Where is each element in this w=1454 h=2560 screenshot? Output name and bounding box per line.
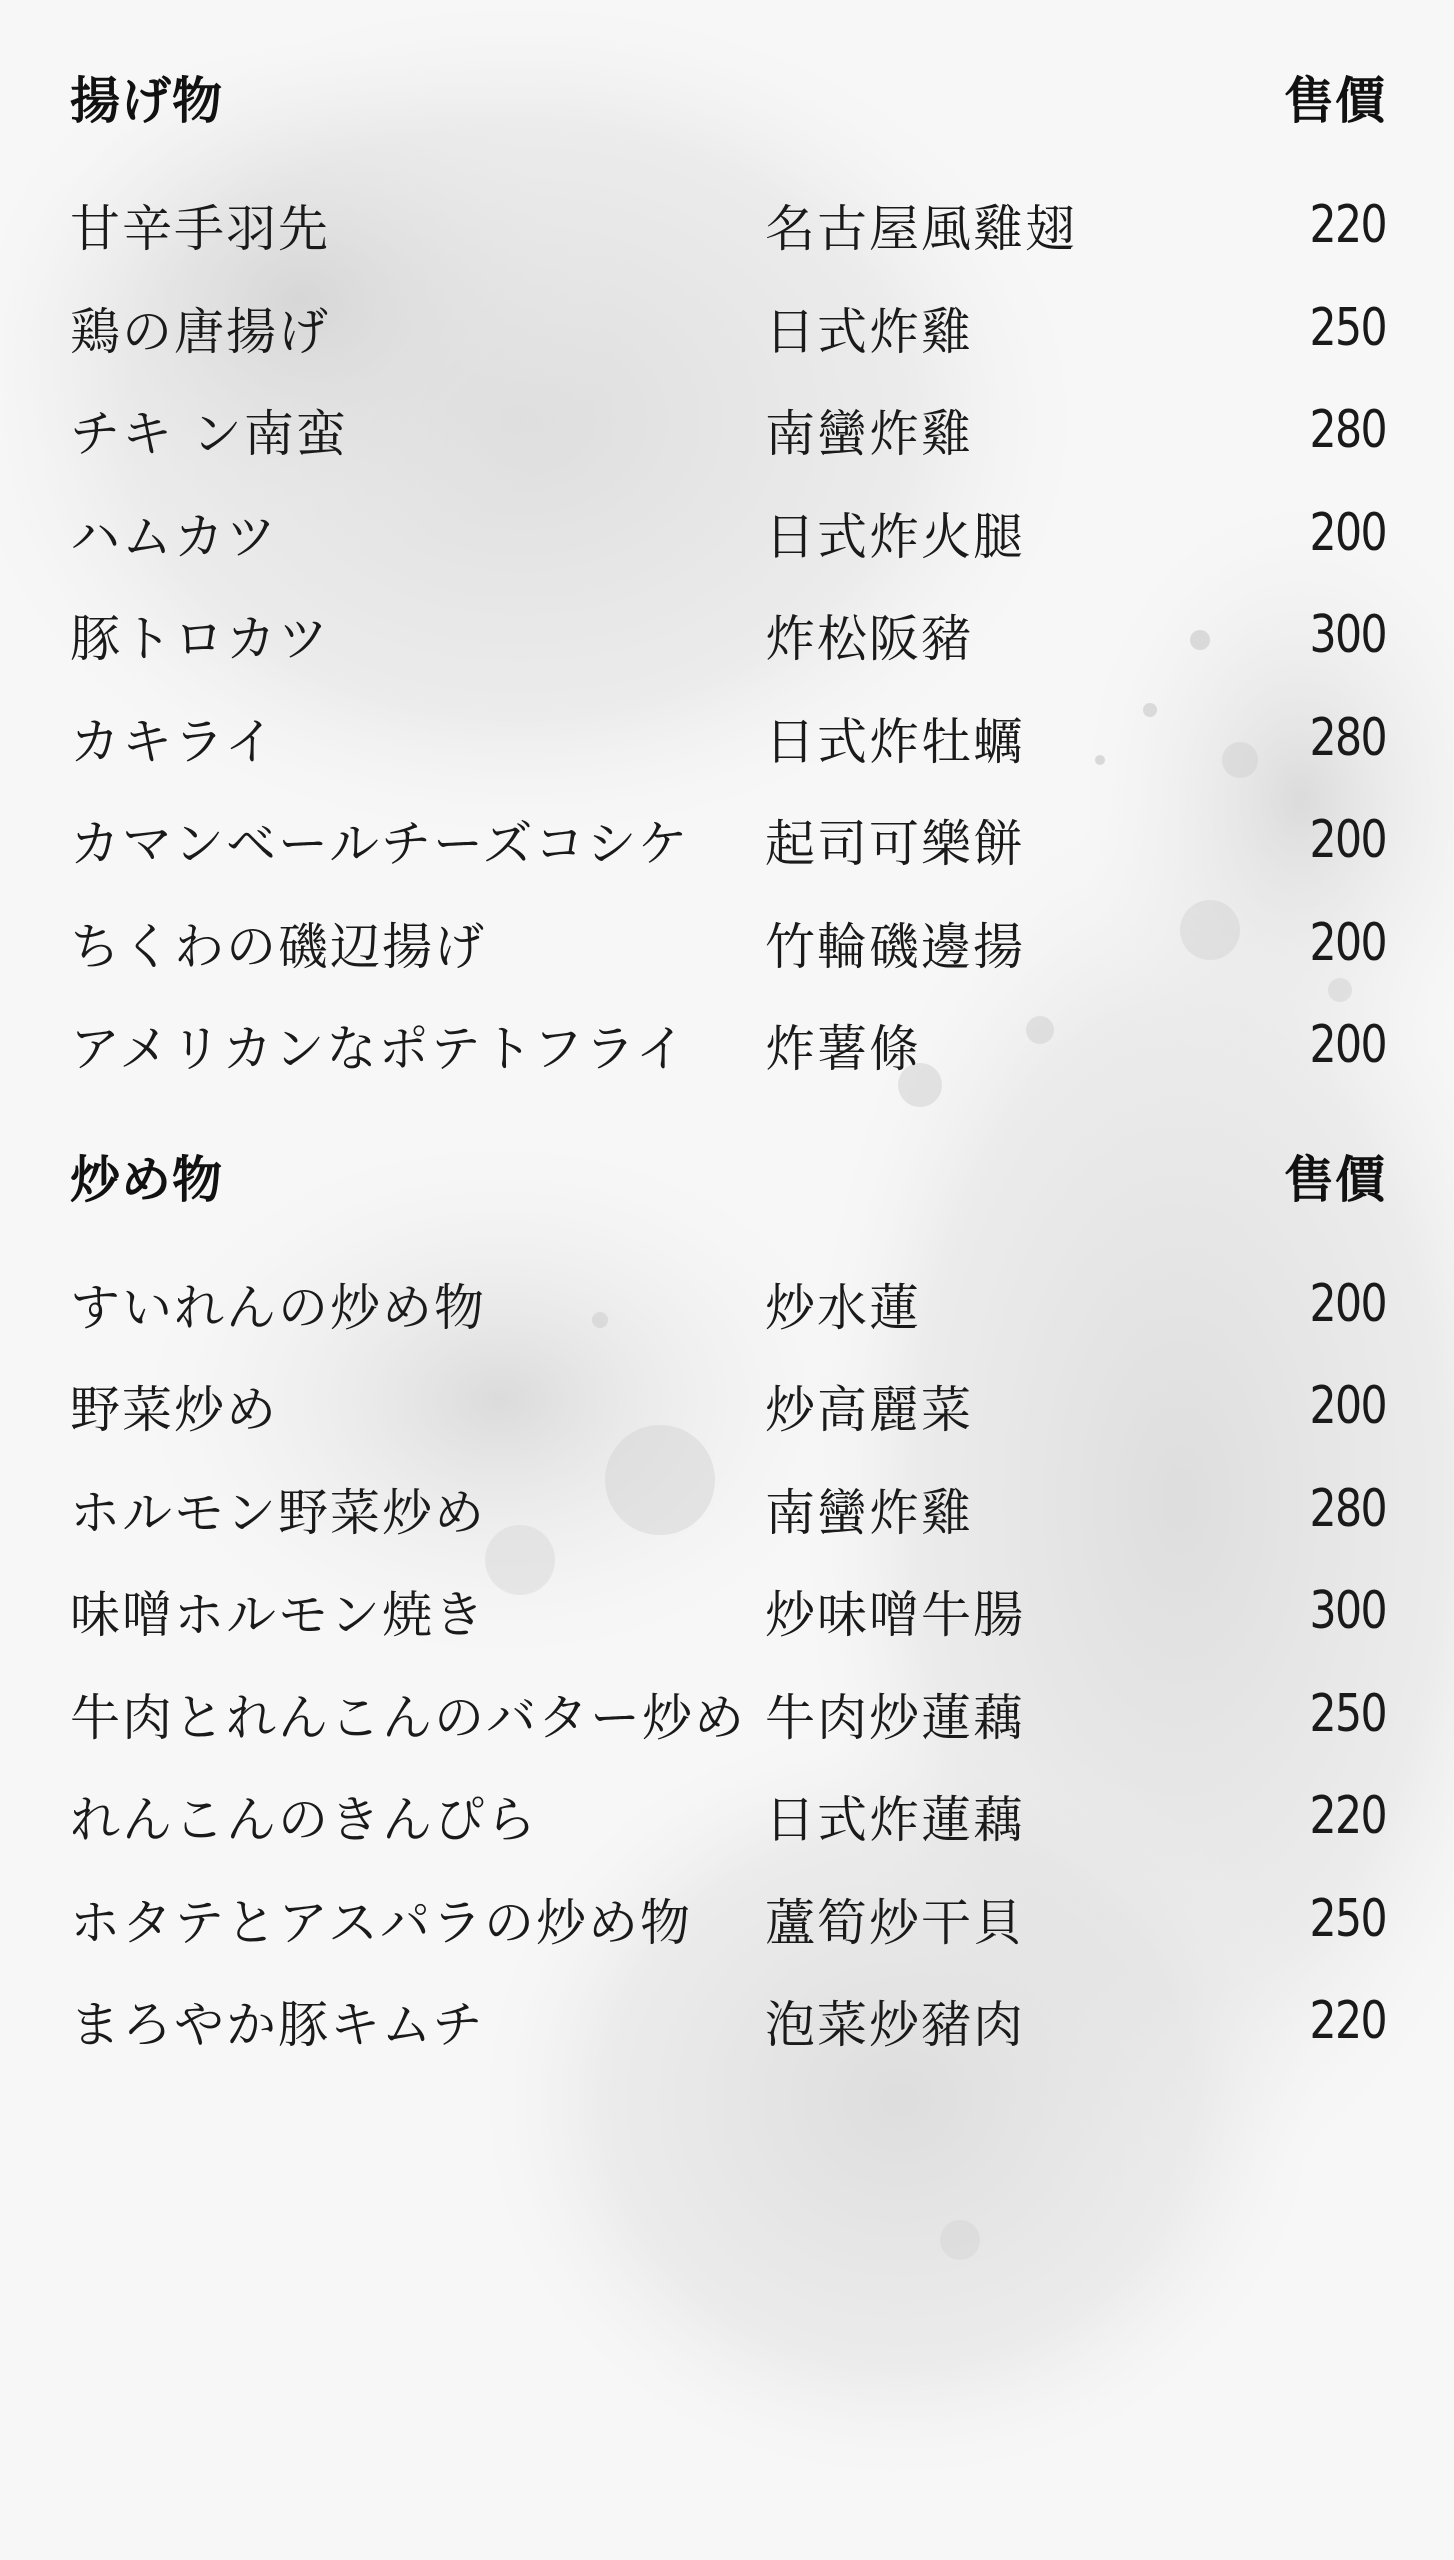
menu-item xyxy=(70,584,1386,687)
item-name-cn: 蘆筍炒干貝 xyxy=(765,1893,1025,1952)
item-name-jp: ちくわの磯辺揚げ xyxy=(70,917,486,976)
item-price: 200 xyxy=(1309,1273,1386,1334)
menu-item xyxy=(70,1970,1386,2073)
item-name-cn: 日式炸火腿 xyxy=(765,507,1025,566)
item-name-cn: 日式炸牡蠣 xyxy=(765,712,1025,771)
item-price: 280 xyxy=(1309,400,1386,461)
item-name-jp: アメリカンなポテトフライ xyxy=(70,1020,688,1079)
item-name-jp: 甘辛手羽先 xyxy=(70,200,330,259)
item-name-cn: 起司可樂餅 xyxy=(765,815,1025,874)
price-label: 售價 xyxy=(1284,1150,1386,1209)
item-price: 200 xyxy=(1309,502,1386,563)
section-title: 炒め物 xyxy=(70,1150,223,1209)
item-name-cn: 名古屋風雞翅 xyxy=(765,200,1077,259)
item-name-jp: カキライ xyxy=(70,712,277,771)
menu-item xyxy=(70,277,1386,380)
item-name-jp: チキ ン南蛮 xyxy=(70,405,348,464)
item-name-jp: 鶏の唐揚げ xyxy=(70,302,330,361)
section-fried xyxy=(70,66,1386,1097)
item-name-jp: ハムカツ xyxy=(70,507,278,566)
item-name-jp: カマンベールチーズコシケ xyxy=(70,815,690,874)
item-price: 200 xyxy=(1309,912,1386,973)
item-name-cn: 南蠻炸雞 xyxy=(765,405,973,464)
menu-item xyxy=(70,1355,1386,1458)
item-price: 300 xyxy=(1309,605,1386,666)
menu-item xyxy=(70,1458,1386,1561)
price-label: 售價 xyxy=(1284,72,1386,130)
section-title: 揚げ物 xyxy=(70,72,223,130)
item-name-cn: 炒水蓮 xyxy=(765,1278,921,1337)
section-header xyxy=(70,1145,1386,1207)
item-name-jp: まろやか豚キムチ xyxy=(70,1996,485,2055)
item-name-jp: 牛肉とれんこんのバター炒め xyxy=(70,1688,746,1747)
menu-item xyxy=(70,892,1386,995)
menu-item xyxy=(70,482,1386,585)
item-price: 200 xyxy=(1309,810,1386,871)
item-name-cn: 泡菜炒豬肉 xyxy=(765,1996,1025,2055)
item-name-jp: 豚トロカツ xyxy=(70,610,330,669)
item-name-cn: 炸薯條 xyxy=(765,1020,921,1079)
section-stir-fried xyxy=(70,1145,1386,2073)
menu-item xyxy=(70,1253,1386,1356)
item-price: 250 xyxy=(1309,297,1386,358)
item-price: 200 xyxy=(1309,1376,1386,1437)
item-name-jp: れんこんのきんぴら xyxy=(70,1791,538,1850)
item-price: 220 xyxy=(1309,195,1386,256)
item-name-jp: すいれんの炒め物 xyxy=(70,1278,486,1337)
item-name-jp: 野菜炒め xyxy=(70,1381,278,1440)
menu-item xyxy=(70,1868,1386,1971)
item-price: 220 xyxy=(1309,1991,1386,2052)
menu-item xyxy=(70,789,1386,892)
item-price: 200 xyxy=(1309,1015,1386,1076)
menu-item xyxy=(70,379,1386,482)
item-price: 250 xyxy=(1309,1683,1386,1744)
item-name-cn: 日式炸蓮藕 xyxy=(765,1791,1025,1850)
item-name-cn: 炸松阪豬 xyxy=(765,610,973,669)
item-name-jp: ホルモン野菜炒め xyxy=(70,1483,486,1542)
section-header xyxy=(70,66,1386,128)
item-price: 280 xyxy=(1309,1478,1386,1539)
item-name-cn: 炒高麗菜 xyxy=(765,1381,973,1440)
item-name-jp: ホタテとアスパラの炒め物 xyxy=(70,1893,692,1952)
item-name-cn: 竹輪磯邊揚 xyxy=(765,917,1025,976)
item-name-cn: 南蠻炸雞 xyxy=(765,1483,973,1542)
menu-item xyxy=(70,174,1386,277)
menu-item xyxy=(70,1663,1386,1766)
item-price: 220 xyxy=(1309,1786,1386,1847)
item-name-cn: 日式炸雞 xyxy=(765,302,973,361)
item-name-jp: 味噌ホルモン焼き xyxy=(70,1586,486,1645)
item-price: 250 xyxy=(1309,1888,1386,1949)
menu-item xyxy=(70,1560,1386,1663)
menu-item xyxy=(70,1765,1386,1868)
item-price: 280 xyxy=(1309,707,1386,768)
item-price: 300 xyxy=(1309,1581,1386,1642)
item-name-cn: 炒味噌牛腸 xyxy=(765,1586,1025,1645)
menu-item xyxy=(70,687,1386,790)
item-name-cn: 牛肉炒蓮藕 xyxy=(765,1688,1025,1747)
menu-item xyxy=(70,994,1386,1097)
